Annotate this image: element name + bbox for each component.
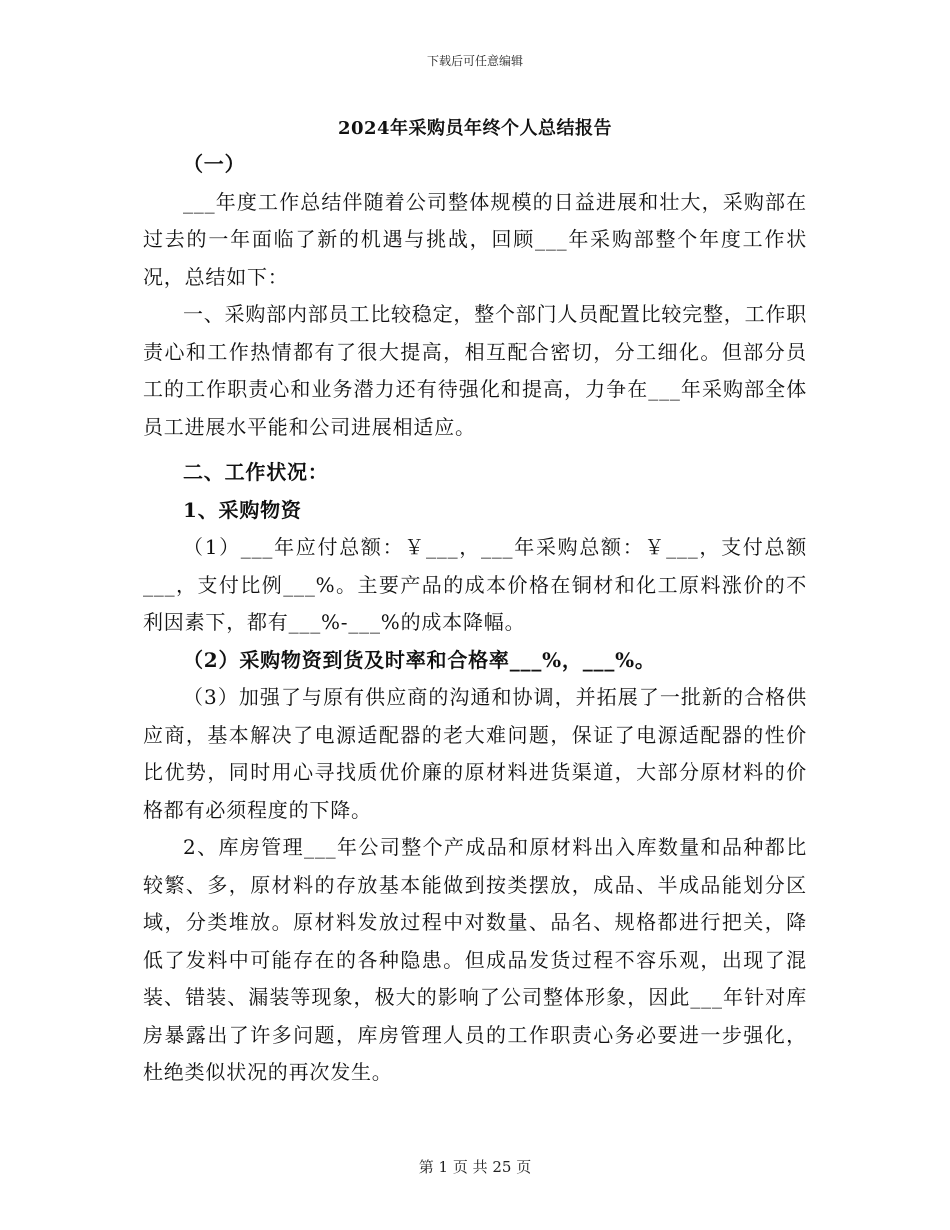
page-header: 下载后可任意编辑 <box>426 54 523 68</box>
document-body <box>143 146 807 1092</box>
work-status-heading: 二、工作状况： <box>183 460 329 484</box>
staff-paragraph: 一、采购部内部员工比较稳定，整个部门人员配置比较完整，工作职责心和工作热情都有了很大提高，相互配合密切，分工细化。但部分员工的工作职责心和业务潜力还有待强化和提高，力争在___年采购部全体员工进展水平能和公司进展相适应。 <box>143 302 807 439</box>
procurement-item-3: （3）加强了与原有供应商的沟通和协调，并拓展了一批新的合格供应商，基本解决了电源适配器的老大难问题，保证了电源适配器的性价比优势，同时用心寻找质优价廉的原材料进货渠道，大部分原材料的价格都有必须程度的下降。 <box>143 685 807 822</box>
warehouse-paragraph: 2、库房管理___年公司整个产成品和原材料出入库数量和品种都比较繁、多，原材料的存放基本能做到按类摆放，成品、半成品能划分区域，分类堆放。原材料发放过程中对数量、品名、规格都进行把关，降低了发料中可能存在的各种隐患。但成品发货过程不容乐观，出现了混装、错装、漏装等现象，极大的影响了公司整体形象，因此___年针对库房暴露出了许多问题，库房管理人员的工作职责心务必要进一步强化，杜绝类似状况的再次发生。 <box>143 835 807 1084</box>
document-title: 2024年采购员年终个人总结报告 <box>337 118 613 139</box>
procurement-item-1: （1）___年应付总额：￥___，___年采购总额：￥___，支付总额___，支付比例___%。主要产品的成本价格在铜材和化工原料涨价的不利因素下，都有___%-___%的成本降幅。 <box>143 535 807 634</box>
page-number: 第 1 页 共 25 页 <box>418 1158 532 1176</box>
procurement-item-2: （2）采购物资到货及时率和合格率___%，___%。 <box>183 647 656 672</box>
procurement-heading: 1、采购物资 <box>183 497 302 522</box>
section-marker: （一） <box>183 152 246 176</box>
intro-paragraph: ___年度工作总结伴随着公司整体规模的日益进展和壮大，采购部在过去的一年面临了新的机遇与挑战，回顾___年采购部整个年度工作状况，总结如下： <box>143 189 807 289</box>
